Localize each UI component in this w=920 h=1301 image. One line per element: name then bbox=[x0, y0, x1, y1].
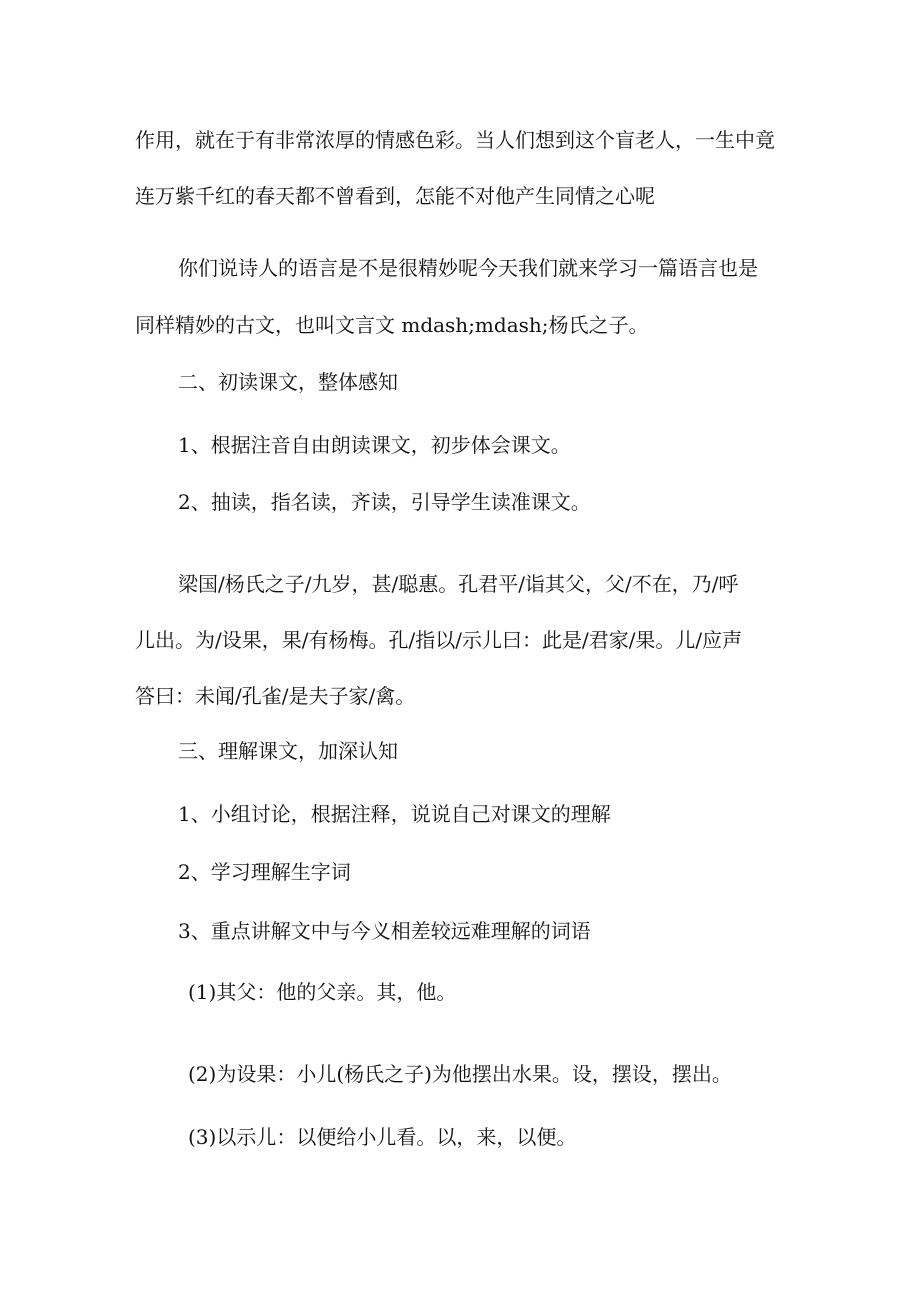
passage-line-1: 梁国/杨氏之子/九岁，甚/聪惠。孔君平/诣其父，父/不在，乃/呼 bbox=[178, 572, 739, 596]
vocab-item-2: (2)为设果：小儿(杨氏之子)为他摆出水果。设，摆设，摆出。 bbox=[188, 1062, 732, 1086]
paragraph-1-line-2: 连万紫千红的春天都不曾看到，怎能不对他产生同情之心呢 bbox=[135, 184, 655, 208]
paragraph-2-line-1: 你们说诗人的语言是不是很精妙呢今天我们就来学习一篇语言也是 bbox=[178, 256, 758, 280]
section-2-item-2: 2、抽读，指名读，齐读，引导学生读准课文。 bbox=[178, 490, 591, 514]
section-3-item-1: 1、小组讨论，根据注释，说说自己对课文的理解 bbox=[178, 802, 611, 826]
section-3-heading: 三、理解课文，加深认知 bbox=[178, 739, 398, 763]
section-2-heading: 二、初读课文，整体感知 bbox=[178, 370, 398, 394]
passage-line-3: 答曰：未闻/孔雀/是夫子家/禽。 bbox=[135, 684, 416, 708]
passage-line-2: 儿出。为/设果，果/有杨梅。孔/指以/示儿曰：此是/君家/果。儿/应声 bbox=[135, 628, 743, 652]
section-3-item-3: 3、重点讲解文中与今义相差较远难理解的词语 bbox=[178, 919, 591, 943]
paragraph-2-line-2: 同样精妙的古文，也叫文言文 mdash;mdash;杨氏之子。 bbox=[135, 313, 649, 337]
vocab-item-3: (3)以示儿：以便给小儿看。以，来，以便。 bbox=[188, 1125, 577, 1149]
section-3-item-2: 2、学习理解生字词 bbox=[178, 860, 351, 884]
paragraph-1-line-1: 作用，就在于有非常浓厚的情感色彩。当人们想到这个盲老人，一生中竟 bbox=[135, 128, 775, 152]
section-2-item-1: 1、根据注音自由朗读课文，初步体会课文。 bbox=[178, 433, 571, 457]
vocab-item-1: (1)其父：他的父亲。其，他。 bbox=[188, 980, 457, 1004]
